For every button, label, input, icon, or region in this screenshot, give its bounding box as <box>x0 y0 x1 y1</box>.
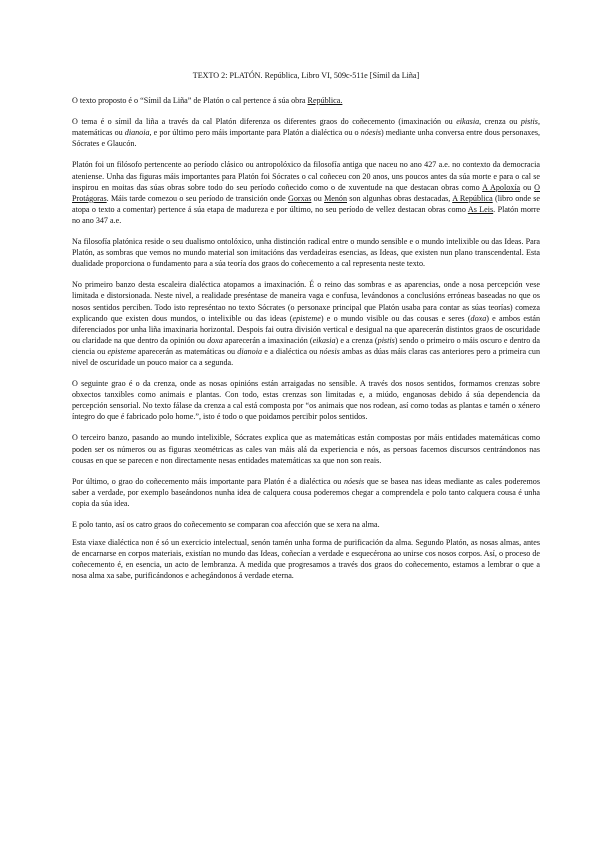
italic-term: doxa <box>207 335 223 345</box>
text-run: Esta viaxe dialéctica non é só un exercicio intelectual, senón tamén unha forma de purificación da alma. Segundo Platón, as nosas almas, antes de encarnarse en corpos materiais, existían no mundo das Ideas, coñecían a verdade e esquecérona ao unirse cos nosos corpos. Así, o proceso de coñecemento é, en esencia, un acto de lembranza. A medida que progresamos a través dos graos do coñecemento, estamos a lembrar o que a nosa alma xa sabe, purificándonos e achegándonos á verdade eterna. <box>72 538 540 581</box>
text-run: O texto proposto é o “Símil da Liña” de Platón o cal pertence á súa obra <box>72 96 308 106</box>
italic-term: dianoia <box>124 128 150 138</box>
text-run: E polo tanto, así os catro graos do coñecemento se comparan coa afección que se xera na alma. <box>72 520 380 529</box>
italic-term: doxa <box>470 313 487 323</box>
text-run: ) sendo o primeiro o máis oscuro e dentro da ciencia ou <box>72 335 541 356</box>
underlined-title: A República <box>452 193 493 203</box>
text-run: ) mediante unha conversa entre dous personaxes, Sócrates e Glaucón. <box>72 128 540 149</box>
text-run: O seguinte grao é o da crenza, onde as nosas opinións están arraigadas no sensible. A través dos nosos sentidos, formamos crenzas sobre obxectos tanxibles como animais e plantas. Con todo, estas crenzas son limitadas e, a miúdo, enganosas debido á súa dependencia da percepción sensorial. No texto fálase da crenza a cal está composta por “os animais que nos rodean, así como todas as plantas e tamén o xénero íntegro do que é fabricado polo home.”, isto é todo o que poidamos percibir polos sentidos. <box>72 379 540 422</box>
document-title: TEXTO 2: PLATÓN. República, Libro VI, 509c-511e [Símil da Liña] <box>192 71 420 80</box>
paragraph-dualism <box>72 236 540 269</box>
text-run: , crenza ou <box>479 117 521 127</box>
text-run: , e por último pero máis importante para Platón a dialéctica ou o <box>149 128 361 138</box>
paragraph-mathematics <box>72 432 540 465</box>
underlined-title: O Protágoras <box>72 182 540 203</box>
italic-term: eikasia <box>312 335 336 345</box>
text-run: e a dialéctica ou <box>262 346 320 356</box>
text-run: aparecerán as matemáticas ou <box>135 346 238 356</box>
text-run: Na filosofía platónica reside o seu dualismo ontolóxico, unha distinción radical entre o mundo sensible e o mundo intelixible ou das Ideas. Para Platón, as sombras que vemos no mundo material son imitacións das verdadeiras esencias, as Ideas, que existen nun plano transcendental. Esta dualidade proporciona o fundamento para a súa teoría dos graos do coñecemento a cal representa neste texto. <box>72 237 540 269</box>
paragraph-dialectic <box>72 476 540 509</box>
underlined-title: República. <box>307 96 343 106</box>
text-run: (libro onde se atopa o texto a comentar) pertence á súa etapa de madureza e por último, no seu período de vellez destacan obras como <box>72 193 541 214</box>
underlined-title: Gorxas <box>287 193 312 203</box>
italic-term: episteme <box>292 313 321 323</box>
text-run: O tema é o símil da liña a través da cal Platón diferenza os diferentes graos do coñecemento (imaxinación ou <box>72 117 457 127</box>
italic-term: pistis <box>520 117 538 127</box>
paragraph-theme <box>72 116 540 149</box>
text-run: No primeiro banzo desta escaleira dialéctica atopamos a imaxinación. É o reino das sombras e as aparencias, onde a nosa percepción vese limitada e distorsionada. Neste nivel, a realidade preséntase de maneira vaga e confusa, levándonos a conclusións erróneas baseadas no que os nosos sentidos perciben. Todo isto represéntao no texto Sócrates (o personaxe principal que Platón usaba para contar as súas teorías) comeza explicando que existen dous mundos, o intelixible ou das ideas ( <box>72 280 540 323</box>
text-run: O terceiro banzo, pasando ao mundo intelixible, Sócrates explica que as matemáticas están compostas por máis entidades matemáticas como poden ser os números ou as figuras xeométricas as cales van máis alá da experiencia e nós, as persoas facemos discursos centrándonos nas cousas en que se parecen e non directamente nesas entidades matemáticas xa que non son reais. <box>72 433 540 465</box>
text-run: , matemáticas ou <box>72 117 540 138</box>
text-run: ambas as dúas máis claras cas anteriores pero a primeira cun nivel de oscuridade un pouco maior ca a segunda. <box>72 346 540 367</box>
paragraph-imagination <box>72 279 540 368</box>
paragraph-belief <box>72 378 540 422</box>
text-run: . Platón morre no ano 347 a.e. <box>72 204 540 225</box>
underlined-title: Menón <box>324 193 347 203</box>
text-run: ) e o mundo visible ou das cousas e seres ( <box>320 313 471 323</box>
italic-term: eikasia <box>456 117 480 127</box>
paragraph-intro <box>72 95 540 106</box>
text-run: Por último, o grao do coñecemento máis importante para Platón é a dialéctica ou <box>72 476 344 486</box>
text-run: Platón foi un filósofo pertencente ao período clásico ou antropolóxico da filosofía antiga que naceu no ano 427 a.e. no contexto da democracia ateniense. Unha das figuras máis importantes para Platón foi Sócrates o cal coñeceu con 20 anos, uns poucos antes da súa morte e para o cal se inspirou en moitas das súas obras sobre todo do seu período coñecido como o de xuventude na que destacan obras como <box>72 160 540 192</box>
italic-term: episteme <box>107 346 136 356</box>
text-run: aparecerán a imaxinación ( <box>222 335 313 345</box>
text-run: ou <box>311 193 325 203</box>
italic-term: nóesis <box>360 128 381 138</box>
text-run: ou <box>520 182 535 192</box>
text-run: que se basea nas ideas mediante as cales poderemos saber a verdade, por exemplo baseándonos nunha idea de calquera cousa poderemos chegar a comprendela e polo tanto calquera cousa é unha copia da súa idea. <box>72 476 540 508</box>
underlined-title: A Apoloxía <box>482 182 521 192</box>
text-run: son algunhas obras destacadas, <box>347 193 453 203</box>
text-run: ) e a crenza ( <box>335 335 378 345</box>
italic-term: nóesis <box>343 476 365 486</box>
paragraph-conclusion <box>72 537 540 581</box>
italic-term: dianoia <box>237 346 263 356</box>
underlined-title: As Leis <box>467 204 494 214</box>
text-run: . Máis tarde comezou o seu período de transición onde <box>106 193 288 203</box>
paragraph-summary <box>72 519 540 530</box>
italic-term: nóesis <box>319 346 340 356</box>
italic-term: pistis <box>377 335 395 345</box>
text-run: ) e ambos están diferenciados por unha liña imaxinaria horizontal. Despois fai outra división vertical e desigual na que aparecerán distintos graos de oscuridade ou claridade na que dentro da opinión ou <box>72 313 541 345</box>
paragraph-author-context <box>72 159 540 226</box>
